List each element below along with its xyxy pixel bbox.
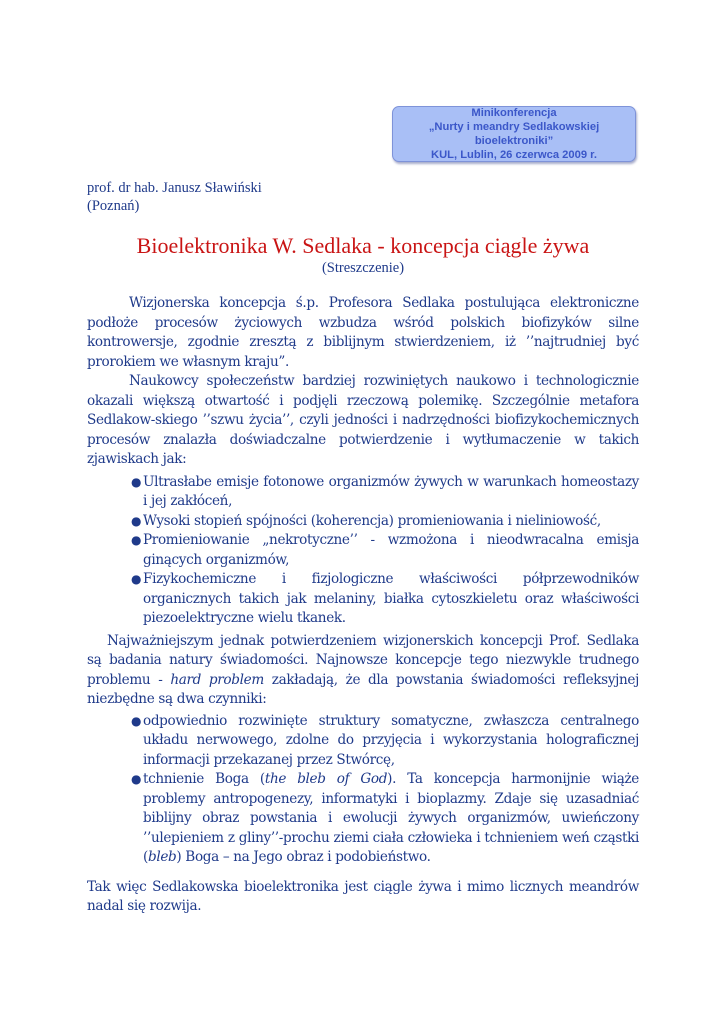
document-body (87, 294, 639, 917)
conference-banner (392, 106, 636, 162)
bullet-icon: ● (131, 713, 142, 728)
bullet-icon: ● (131, 533, 142, 547)
conference-title: „Nurty i meandry Sedlakowskiej bioelektroniki” (428, 121, 600, 147)
hard-problem-term: hard problem (170, 671, 264, 688)
author-name: prof. dr hab. Janusz Sławiński (87, 180, 262, 196)
paragraph-1: Wizjonerska koncepcja ś.p. Profesora Sedlaka postulująca elektroniczne podłoże procesów życiowych wzbudza wśród polskich biofizyków silne kontrowersje, zgodnie zresztą z biblijnym stwierdzeniem, iż ’’najtrudniej być prorokiem we własnym kraju”. (87, 295, 639, 370)
bullet-icon: ● (131, 772, 142, 786)
bullet-icon: ● (131, 572, 142, 586)
bullet-icon: ● (131, 474, 142, 489)
author-block (87, 179, 262, 215)
list-item: ● Fizykochemiczne i fizjologiczne właściwości półprzewodników organicznych takich jak melaniny, białka cytoszkieletu oraz właściwości piezoelektryczne wielu tkanek. (131, 571, 639, 626)
list-item: ● Wysoki stopień spójności (koherencja) promieniowania i nieliniowość, (143, 512, 639, 532)
conference-label: Minikonferencja (471, 107, 557, 119)
bullet-icon: ● (131, 513, 142, 528)
conference-place-date: KUL, Lublin, 26 czerwca 2009 r. (430, 149, 597, 161)
list-item: ● Promieniowanie „nekrotyczne’’ - wzmożona i nieodwracalna emisja ginących organizmów, (131, 532, 639, 568)
list-item: ● odpowiednio rozwinięte struktury somatyczne, zwłaszcza centralnego układu nerwowego, zdolne do przyjęcia i wykorzystania holograficznej informacji przekazanej przez Stwórcę, (131, 712, 639, 768)
list-item: ● tchnienie Boga (the bleb of God). Ta koncepcja harmonijnie wiąże problemy antropogenezy, informatyki i bioplazmy. Zdaje się uzasadniać biblijny obraz powstania i ewolucji żywych organizmów, uwieńczony ’’ulepieniem z gliny’’-prochu ziemi ciała człowieka i tchnieniem weń cząstki (bleb) Boga – na Jego obraz i podobieństwo. (131, 771, 640, 865)
paragraph-4: Tak więc Sedlakowska bioelektronika jest ciągle żywa i mimo licznych meandrów nadal się rozwija. (87, 878, 639, 914)
document-subtitle: (Streszczenie) (321, 260, 405, 276)
paragraph-2: Naukowcy społeczeństw bardziej rozwiniętych naukowo i technologicznie okazali większą otwartość i podjęli rzeczową polemikę. Szczególnie metafora Sedlakow-skiego ’’szwu życia’’, czyli jedności i nadrzędności biofizykochemicznych procesów znalazła doświadczalne potwierdzenie i wytłumaczenie w takich zjawiskach jak: (87, 373, 639, 467)
author-city: (Poznań) (87, 198, 140, 214)
phenomena-list (87, 473, 639, 629)
list-item: ● Ultrasłabe emisje fotonowe organizmów żywych w warunkach homeostazy i jej zakłóceń, (131, 473, 639, 509)
paragraph-3: Najważniejszym jednak potwierdzeniem wizjonerskich koncepcji Prof. Sedlaka są badania natury świadomości. Najnowsze koncepcje tego niezwykle trudnego problemu - hard problem zakładają, że dla powstania świadomości refleksyjnej niezbędne są dwa czynniki: (87, 632, 639, 707)
factors-list (87, 712, 639, 868)
document-title: Bioelektronika W. Sedlaka - koncepcja ciągle żywa (136, 233, 590, 258)
